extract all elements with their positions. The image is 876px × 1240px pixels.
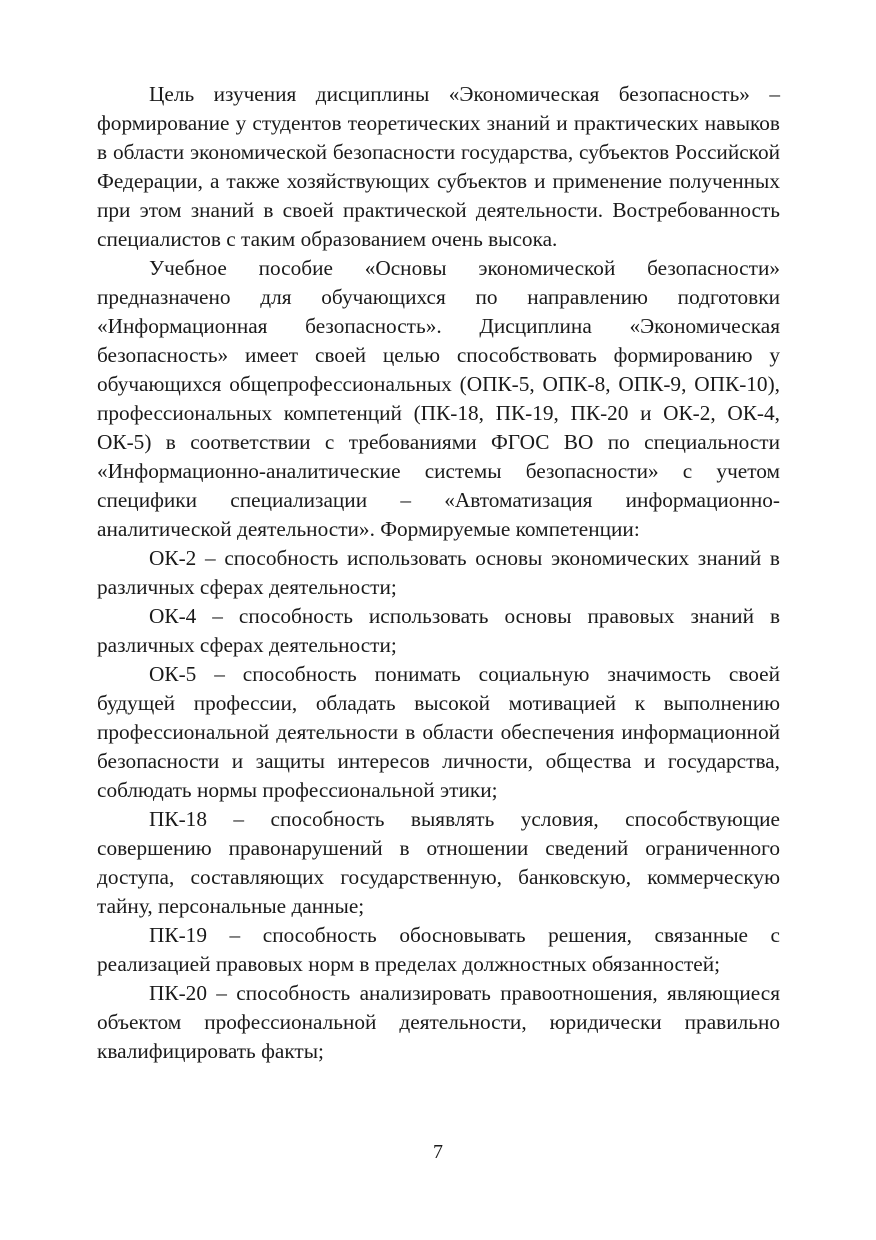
text-body	[97, 80, 780, 1066]
paragraph-pk18: ПК-18 – способность выявлять условия, способствующие совершению правонарушений в отношении сведений ограниченного доступа, составляющих государственную, банковскую, коммерческую тайну, персональные данные;	[97, 807, 780, 918]
paragraph-ok2: ОК-2 – способность использовать основы экономических знаний в различных сферах деятельности;	[97, 546, 780, 599]
paragraph-ok5: ОК-5 – способность понимать социальную значимость своей будущей профессии, обладать высокой мотивацией к выполнению профессиональной деятельности в области обеспечения информационной безопасности и защиты интересов личности, общества и государства, соблюдать нормы профессиональной этики;	[97, 662, 780, 802]
page-number: 7	[433, 1141, 443, 1163]
paragraph-pk19: ПК-19 – способность обосновывать решения, связанные с реализацией правовых норм в пределах должностных обязанностей;	[97, 923, 780, 976]
paragraph-pk20: ПК-20 – способность анализировать правоотношения, являющиеся объектом профессиональной деятельности, юридически правильно квалифицировать факты;	[97, 981, 780, 1063]
paragraph-ok4: ОК-4 – способность использовать основы правовых знаний в различных сферах деятельности;	[97, 604, 780, 657]
paragraph-textbook: Учебное пособие «Основы экономической безопасности» предназначено для обучающихся по направлению подготовки «Информационная безопасность». Дисциплина «Экономическая безопасность» имеет своей целью способствовать формированию у обучающихся общепрофессиональных (ОПК-5, ОПК-8, ОПК-9, ОПК-10), профессиональных компетенций (ПК-18, ПК-19, ПК-20 и ОК-2, ОК-4, ОК-5) в соответствии с требованиями ФГОС ВО по специальности «Информационно-аналитические системы безопасности» с учетом специфики специализации – «Автоматизация информационно-аналитической деятельности». Формируемые компетенции:	[97, 256, 780, 541]
paragraph-goal: Цель изучения дисциплины «Экономическая безопасность» – формирование у студентов теоретических знаний и практических навыков в области экономической безопасности государства, субъектов Российской Федерации, а также хозяйствующих субъектов и применение полученных при этом знаний в своей практической деятельности. Востребованность специалистов с таким образованием очень высока.	[97, 82, 780, 251]
